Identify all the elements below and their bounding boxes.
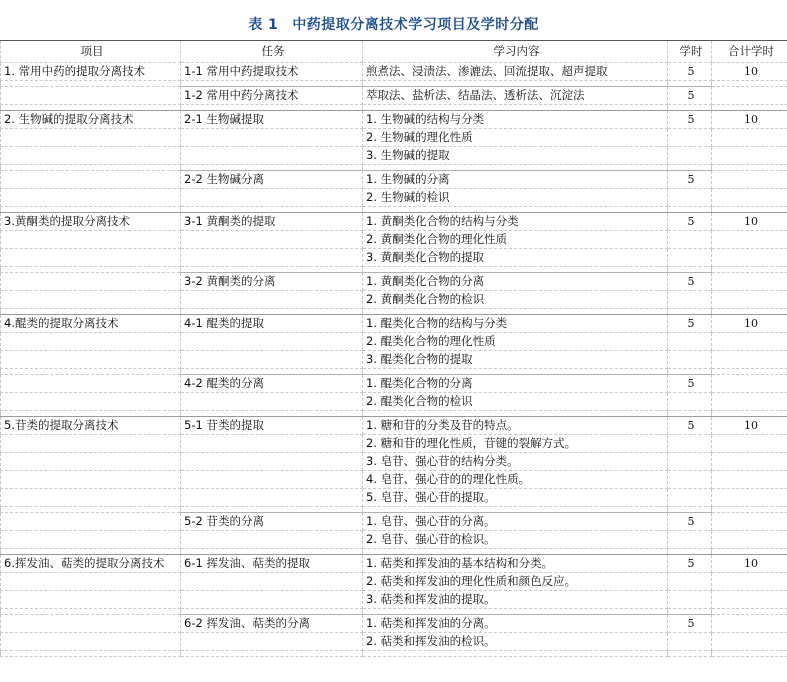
empty-cell [1,231,181,249]
empty-cell [181,351,363,369]
empty-cell [1,129,181,147]
task-name: 6-2 挥发油、萜类的分离 [181,615,363,633]
empty-cell [712,591,787,609]
table-row [1,111,787,129]
empty-cell [1,87,181,105]
table-caption: 中药提取分离技术学习项目及学时分配 [292,17,539,33]
empty-cell [712,129,787,147]
empty-cell [668,393,712,411]
content-item: 2. 皂苷、强心苷的检识。 [363,531,668,549]
project-name: 6.挥发油、萜类的提取分离技术 [1,555,181,573]
content-item: 1. 黄酮类化合物的分离 [363,273,668,291]
task-hours: 5 [668,615,712,633]
empty-cell [363,651,668,657]
empty-cell [181,333,363,351]
empty-cell [668,435,712,453]
empty-cell [712,615,787,633]
empty-cell [712,633,787,651]
empty-cell [181,435,363,453]
empty-cell [712,291,787,309]
content-item: 萃取法、盐析法、结晶法、透析法、沉淀法 [363,87,668,105]
empty-cell [1,351,181,369]
project-total-hours: 10 [712,555,787,573]
content-item: 1. 糖和苷的分类及苷的特点。 [363,417,668,435]
empty-cell [712,573,787,591]
task-name: 5-2 苷类的分离 [181,513,363,531]
empty-cell [668,489,712,507]
table-row [1,591,787,609]
table-row [1,315,787,333]
empty-cell [1,471,181,489]
empty-cell [181,393,363,411]
empty-cell [668,249,712,267]
empty-cell [181,573,363,591]
content-item: 煎煮法、浸渍法、渗漉法、回流提取、超声提取 [363,63,668,81]
table-row [1,513,787,531]
empty-cell [181,531,363,549]
empty-cell [1,531,181,549]
table-row [1,63,787,81]
content-item: 1. 醌类化合物的结构与分类 [363,315,668,333]
task-hours: 5 [668,171,712,189]
table-row [1,489,787,507]
task-hours: 5 [668,417,712,435]
empty-cell [712,231,787,249]
header-row [1,41,787,63]
empty-cell [1,393,181,411]
project-name: 4.醌类的提取分离技术 [1,315,181,333]
empty-cell [712,393,787,411]
content-item: 2. 黄酮类化合物的检识 [363,291,668,309]
table-row [1,273,787,291]
empty-cell [1,453,181,471]
empty-cell [1,633,181,651]
project-total-hours: 10 [712,111,787,129]
table-row [1,633,787,651]
table-row [1,615,787,633]
task-hours: 5 [668,273,712,291]
content-item: 1. 萜类和挥发油的基本结构和分类。 [363,555,668,573]
table-title [0,14,787,34]
content-item: 1. 黄酮类化合物的结构与分类 [363,213,668,231]
empty-cell [1,651,181,657]
table-row [1,351,787,369]
empty-cell [1,171,181,189]
content-item: 3. 黄酮类化合物的提取 [363,249,668,267]
content-item: 2. 生物碱的检识 [363,189,668,207]
task-hours: 5 [668,375,712,393]
content-item: 1. 生物碱的结构与分类 [363,111,668,129]
project-name: 3.黄酮类的提取分离技术 [1,213,181,231]
task-name: 3-1 黄酮类的提取 [181,213,363,231]
empty-cell [1,333,181,351]
task-name: 6-1 挥发油、萜类的提取 [181,555,363,573]
empty-cell [1,591,181,609]
empty-cell [1,273,181,291]
content-item: 3. 醌类化合物的提取 [363,351,668,369]
empty-cell [181,147,363,165]
empty-cell [712,249,787,267]
empty-cell [668,453,712,471]
content-item: 3. 皂苷、强心苷的结构分类。 [363,453,668,471]
empty-cell [1,435,181,453]
table-row [1,171,787,189]
task-hours: 5 [668,513,712,531]
table-row [1,189,787,207]
table-row [1,249,787,267]
content-item: 2. 生物碱的理化性质 [363,129,668,147]
table-row [1,375,787,393]
table-row [1,453,787,471]
empty-cell [668,147,712,165]
empty-cell [712,651,787,657]
empty-cell [181,489,363,507]
table-row [1,87,787,105]
header-project: 项目 [1,41,181,63]
task-name: 4-2 醌类的分离 [181,375,363,393]
empty-cell [668,471,712,489]
task-hours: 5 [668,63,712,81]
header-content: 学习内容 [363,41,668,63]
empty-cell [1,291,181,309]
content-item: 4. 皂苷、强心苷的的理化性质。 [363,471,668,489]
header-task: 任务 [181,41,363,63]
empty-cell [181,189,363,207]
content-item: 3. 生物碱的提取 [363,147,668,165]
empty-cell [181,249,363,267]
project-name: 5.苷类的提取分离技术 [1,417,181,435]
empty-cell [1,249,181,267]
empty-cell [712,147,787,165]
empty-cell [1,489,181,507]
table-number: 表 1 [248,17,279,33]
table-row [1,573,787,591]
task-name: 5-1 苷类的提取 [181,417,363,435]
empty-cell [712,453,787,471]
task-hours: 5 [668,111,712,129]
empty-cell [668,531,712,549]
project-total-hours: 10 [712,213,787,231]
empty-cell [181,453,363,471]
project-total-hours: 10 [712,63,787,81]
empty-cell [668,573,712,591]
project-name: 1. 常用中药的提取分离技术 [1,63,181,81]
table-row [1,333,787,351]
table-row [1,147,787,165]
empty-cell [668,129,712,147]
empty-cell [712,189,787,207]
empty-cell [712,489,787,507]
content-item: 2. 醌类化合物的检识 [363,393,668,411]
empty-cell [712,375,787,393]
content-item: 1. 萜类和挥发油的分离。 [363,615,668,633]
empty-cell [181,591,363,609]
empty-cell [712,351,787,369]
table-row [1,393,787,411]
empty-cell [712,513,787,531]
empty-cell [712,171,787,189]
project-total-hours: 10 [712,315,787,333]
empty-cell [1,513,181,531]
task-name: 2-1 生物碱提取 [181,111,363,129]
content-item: 1. 皂苷、强心苷的分离。 [363,513,668,531]
empty-cell [668,333,712,351]
empty-cell [712,435,787,453]
empty-cell [181,231,363,249]
empty-cell [1,615,181,633]
table-row [1,471,787,489]
content-item: 2. 萜类和挥发油的理化性质和颜色反应。 [363,573,668,591]
task-name: 3-2 黄酮类的分离 [181,273,363,291]
empty-cell [181,651,363,657]
empty-cell [668,651,712,657]
empty-cell [668,291,712,309]
course-table [0,40,787,657]
content-item: 2. 萜类和挥发油的检识。 [363,633,668,651]
empty-cell [1,189,181,207]
content-item: 2. 糖和苷的理化性质，苷键的裂解方式。 [363,435,668,453]
task-hours: 5 [668,87,712,105]
spacer-row [1,651,787,657]
empty-cell [181,633,363,651]
table-row [1,555,787,573]
empty-cell [668,633,712,651]
task-name: 4-1 醌类的提取 [181,315,363,333]
empty-cell [1,375,181,393]
header-hours: 学时 [668,41,712,63]
empty-cell [668,189,712,207]
content-item: 1. 生物碱的分离 [363,171,668,189]
content-item: 2. 黄酮类化合物的理化性质 [363,231,668,249]
empty-cell [712,333,787,351]
table-row [1,213,787,231]
task-hours: 5 [668,555,712,573]
empty-cell [668,231,712,249]
task-name: 1-1 常用中药提取技术 [181,63,363,81]
table-row [1,291,787,309]
content-item: 2. 醌类化合物的理化性质 [363,333,668,351]
content-item: 5. 皂苷、强心苷的提取。 [363,489,668,507]
project-name: 2. 生物碱的提取分离技术 [1,111,181,129]
content-item: 1. 醌类化合物的分离 [363,375,668,393]
table-row [1,231,787,249]
task-hours: 5 [668,315,712,333]
table-row [1,435,787,453]
empty-cell [712,471,787,489]
table-row [1,531,787,549]
empty-cell [1,147,181,165]
project-total-hours: 10 [712,417,787,435]
task-hours: 5 [668,213,712,231]
task-name: 1-2 常用中药分离技术 [181,87,363,105]
empty-cell [668,591,712,609]
empty-cell [181,291,363,309]
empty-cell [1,573,181,591]
table-row [1,417,787,435]
empty-cell [181,471,363,489]
empty-cell [668,351,712,369]
empty-cell [181,129,363,147]
header-total: 合计学时 [712,41,787,63]
empty-cell [712,531,787,549]
empty-cell [712,273,787,291]
table-row [1,129,787,147]
content-item: 3. 萜类和挥发油的提取。 [363,591,668,609]
task-name: 2-2 生物碱分离 [181,171,363,189]
empty-cell [712,87,787,105]
